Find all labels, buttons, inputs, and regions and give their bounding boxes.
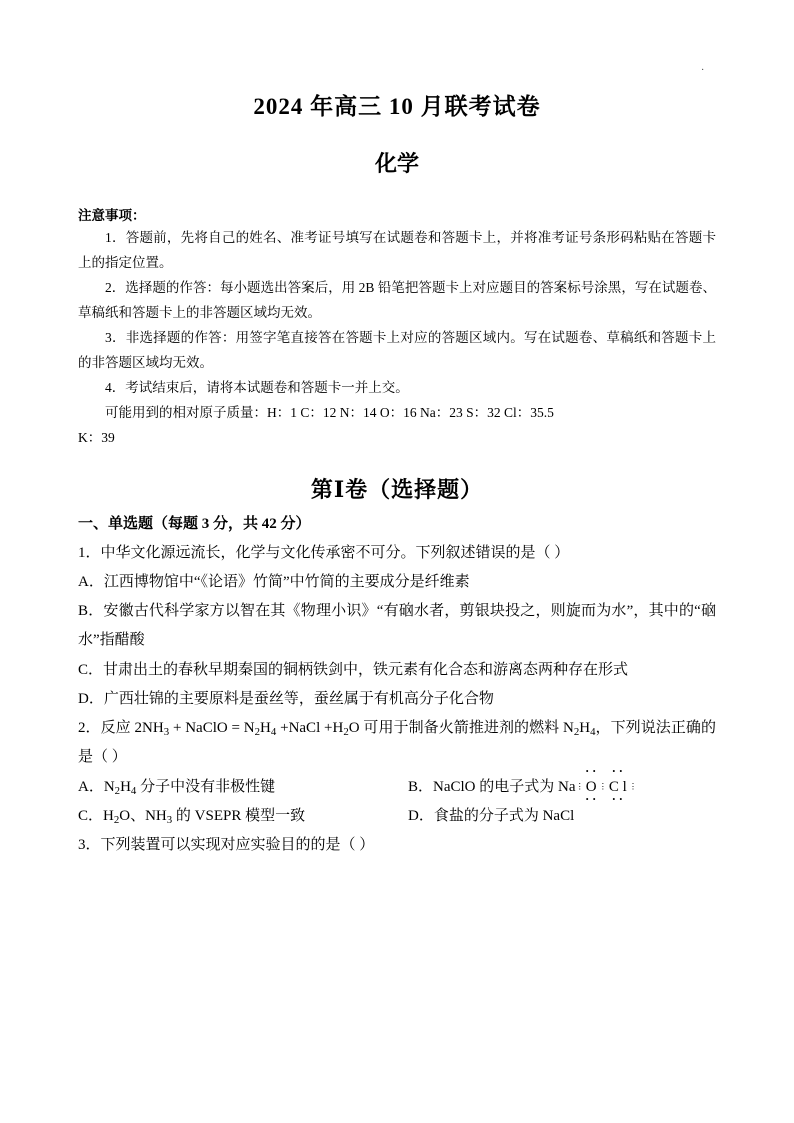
section-banner: 第Ⅰ卷（选择题） (310, 476, 484, 502)
page-title: 2024 年高三 10 月联考试卷 (253, 94, 541, 119)
question-2-option-d: D．食盐的分子式为 NaCl (408, 807, 575, 824)
question-2-option-a: A．$N_2H_4$ 分子中没有非极性键 (78, 778, 276, 797)
notice-item-4: 4．考试结束后，请将本试题卷和答题卡一并上交。 (105, 379, 409, 395)
corner-mark: . (701, 61, 704, 73)
atomic-mass-line-2: K：39 (78, 429, 115, 445)
question-2-stem (78, 714, 716, 773)
question-1-option-b: B．安徽古代科学家方以智在其《物理小识》“有硇水者，剪银块投之，则旋而为水”，其中的“硇水”指醋酸 (78, 603, 716, 649)
notice-heading: 注意事项： (78, 208, 146, 223)
question-2-option-c: C．$H_2O$、$NH_3$ 的 VSEPR 模型一致 (78, 807, 306, 826)
question-2-options-row-2 (78, 802, 716, 831)
question-3-stem: 3．下列装置可以实现对应实验目的的是（ ） (78, 837, 375, 854)
question-2-options-row-1 (78, 766, 716, 805)
notice-item-1: 1．答题前，先将自己的姓名、准考证号填写在试题卷和答题卡上，并将准考证号条形码粘贴在答题卡上的指定位置。 (78, 230, 716, 270)
atomic-mass-line-1: 可能用到的相对原子质量：H：1 C：12 N：14 O：16 Na：23 S：32 Cl：35.5 (105, 404, 554, 420)
question-1-option-a: A．江西博物馆中“《论语》竹简”中竹简的主要成分是纤维素 (78, 573, 470, 590)
question-1-option-c: C．甘肃出土的春秋早期秦国的铜柄铁剑中，铁元素有化合态和游离态两种存在形式 (78, 661, 629, 678)
section-heading: 一、单选题（每题 3 分，共 42 分） (78, 515, 311, 532)
notice-item-3: 3．非选择题的作答：用签字笔直接答在答题卡上对应的答题区域内。写在试题卷、草稿纸和答题卡上的非答题区域均无效。 (78, 329, 716, 370)
question-1-option-d: D．广西壮锦的主要原料是蚕丝等，蚕丝属于有机高分子化合物 (78, 690, 494, 707)
lewis-structure-naclo: ⋮ O • • • • ⋮ C l • • • • ⋮ (575, 766, 638, 805)
question-2-option-b: B．NaClO 的电子式为 Na⋮ O • • • • ⋮ C l • • • • ⋮ (408, 766, 638, 805)
question-2-stem-text: 2．反应 $2NH_3$ + NaClO = $N_2H_4$ +NaCl $+H_2O$ 可用于制备火箭推进剂的燃料 $N_2H_4$，下列说法正确的是（ ） (78, 720, 716, 766)
notice-item-2: 2．选择题的作答：每小题选出答案后，用 2B 铅笔把答题卡上对应题目的答案标号涂黑，写在试题卷、草稿纸和答题卡上的非答题区域均无效。 (78, 279, 716, 320)
subject-title: 化学 (374, 151, 419, 176)
question-1-stem: 1．中华文化源远流长，化学与文化传承密不可分。下列叙述错误的是（ ） (78, 544, 570, 561)
